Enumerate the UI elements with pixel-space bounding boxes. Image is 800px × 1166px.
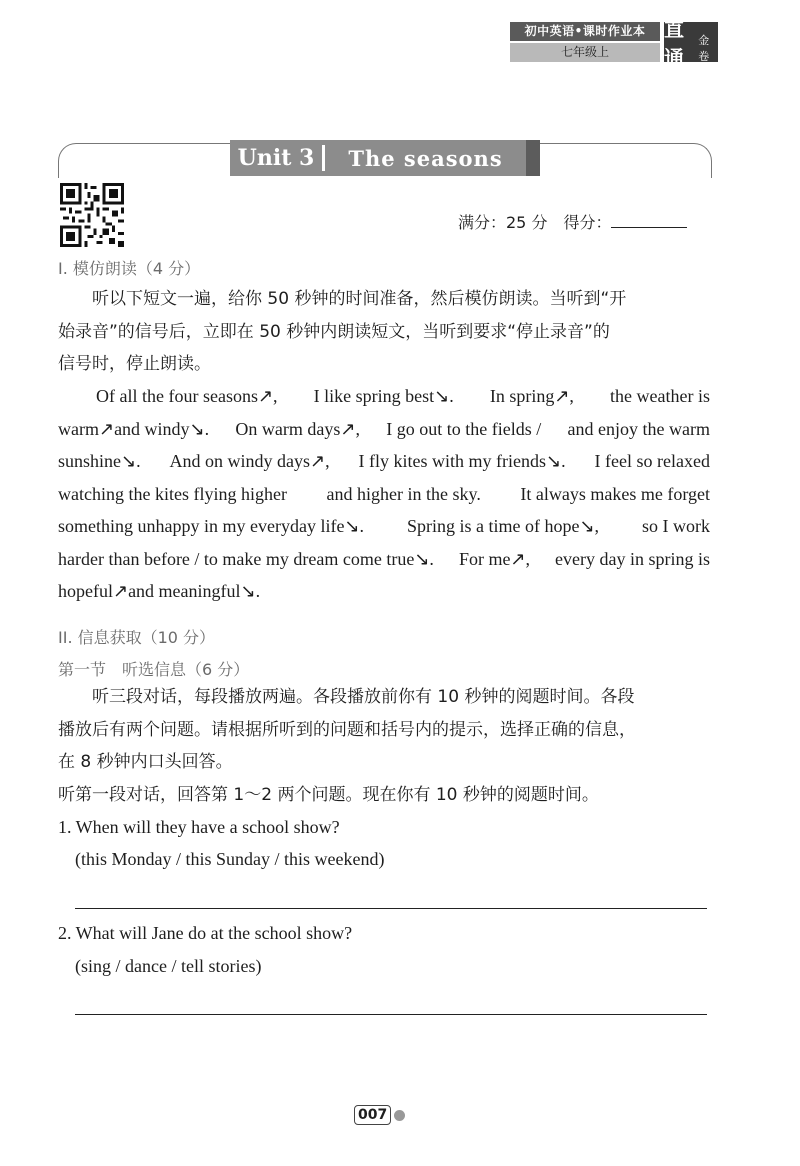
score-line bbox=[458, 210, 687, 233]
instruction-line: 听以下短文一遍，给你 50 秒钟的时间准备，然后模仿朗读。当听到“开 bbox=[92, 289, 627, 309]
passage-line: something unhappy in my everyday life↘. Spring is a time of hope↘, so I work bbox=[58, 516, 710, 536]
passage-line: watching the kites flying higher and higher in the sky. It always makes me forget bbox=[58, 483, 710, 504]
qr-code-icon[interactable] bbox=[60, 183, 124, 247]
instruction-line: 始录音”的信号后，立即在 50 秒钟内朗读短文，当听到要求“停止录音”的 bbox=[58, 321, 610, 342]
question-1-options: (this Monday / this Sunday / this weekend) bbox=[75, 849, 385, 869]
banner-tail bbox=[526, 140, 540, 176]
page-number-text: 007 bbox=[354, 1105, 391, 1125]
unit-number: Unit 3 bbox=[230, 145, 325, 171]
page-number bbox=[354, 1105, 405, 1125]
dialog-note: 听第一段对话，回答第 1～2 两个问题。现在你有 10 秒钟的阅题时间。 bbox=[58, 784, 599, 805]
passage-line: Of all the four seasons↗, I like spring best↘. In spring↗, the weather is bbox=[96, 386, 710, 406]
passage-line: harder than before / to make my dream come true↘. For me↗, every day in spring is bbox=[58, 548, 710, 569]
unit-title: The seasons bbox=[348, 145, 503, 171]
part2-instructions bbox=[58, 681, 720, 811]
series-badge bbox=[510, 17, 718, 70]
passage-line: sunshine↘. And on windy days↗, I fly kites with my friends↘. I feel so relaxed bbox=[58, 451, 710, 471]
instruction-line: 听三段对话，每段播放两遍。各段播放前你有 10 秒钟的阅题时间。各段 bbox=[92, 687, 635, 707]
passage-line: warm↗and windy↘. On warm days↗, I go out to the fields / and enjoy the warm bbox=[58, 418, 710, 439]
part2-subheading: 第一节 听选信息（6 分） bbox=[58, 660, 250, 679]
question-2: 2. What will Jane do at the school show? bbox=[58, 923, 353, 943]
page-dot-icon bbox=[394, 1110, 405, 1121]
series-info bbox=[510, 22, 660, 62]
unit-banner bbox=[230, 140, 540, 176]
brand-logo-text: 直通 bbox=[664, 17, 682, 70]
part2-heading: II. 信息获取（10 分） bbox=[58, 628, 216, 647]
passage-line: hopeful↗and meaningful↘. bbox=[58, 581, 261, 601]
instruction-line: 播放后有两个问题。请根据所听到的问题和括号内的提示，选择正确的信息， bbox=[58, 719, 636, 740]
brand-logo bbox=[664, 17, 718, 70]
series-title: 初中英语•课时作业本 bbox=[510, 22, 660, 41]
instruction-line: 在 8 秒钟内口头回答。 bbox=[58, 752, 233, 772]
question-2-options: (sing / dance / tell stories) bbox=[75, 956, 262, 976]
instruction-line: 信号时，停止朗读。 bbox=[58, 354, 211, 374]
part1-heading: I. 模仿朗读（4 分） bbox=[58, 259, 201, 278]
answer-line-1[interactable] bbox=[75, 908, 707, 909]
question-1: 1. When will they have a school show? bbox=[58, 817, 340, 837]
grade-label: 七年级上 bbox=[510, 43, 660, 62]
part1-instructions bbox=[58, 283, 720, 381]
answer-line-2[interactable] bbox=[75, 1014, 707, 1015]
score-label: 满分：25 分 得分： bbox=[458, 213, 612, 232]
score-blank[interactable] bbox=[611, 213, 687, 228]
reading-passage bbox=[58, 380, 710, 608]
brand-logo-subtext: 金卷 bbox=[698, 34, 710, 63]
